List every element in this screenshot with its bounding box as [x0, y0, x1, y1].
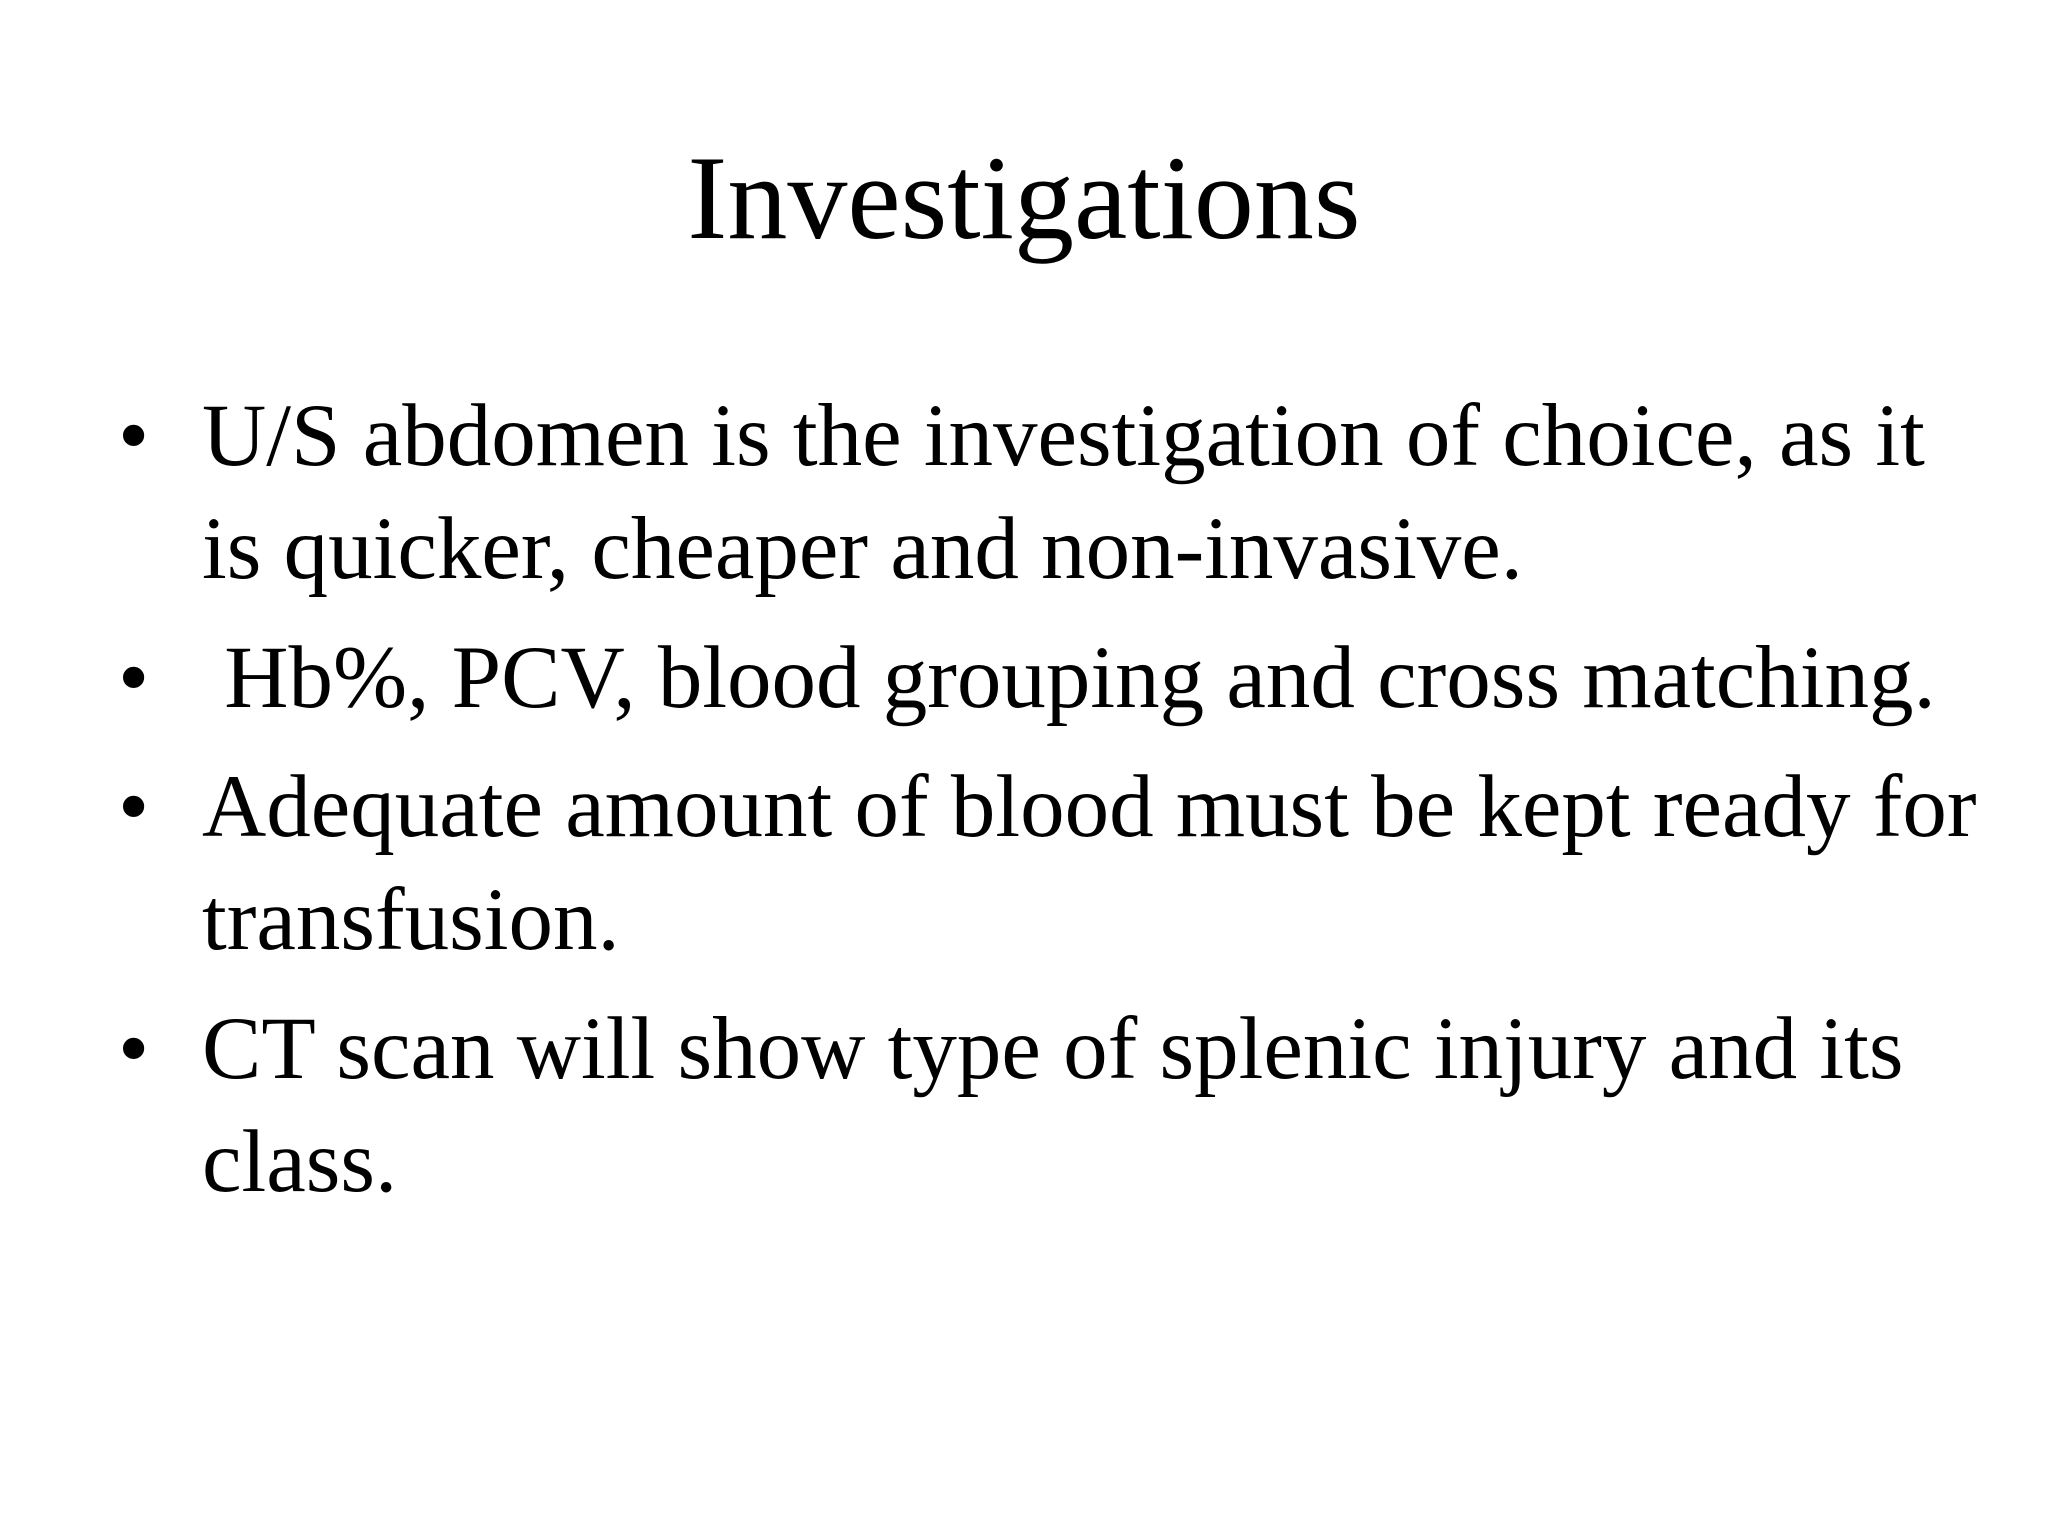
- bullet-point-icon: •: [118, 758, 150, 856]
- bullet-text: CT scan will show type of splenic injury and its class.: [202, 1000, 1926, 1211]
- bullet-text: U/S abdomen is the investigation of choice, as it is quicker, cheaper and non-invasive.: [202, 387, 1948, 598]
- bullet-item: [118, 622, 1978, 735]
- bullet-item: [118, 380, 1978, 606]
- bullet-text: Adequate amount of blood must be kept ready for transfusion.: [202, 758, 1999, 969]
- bullet-list: [118, 380, 1999, 1235]
- bullet-item: [118, 751, 1999, 977]
- bullet-point-icon: •: [118, 387, 150, 485]
- bullet-point-icon: •: [118, 629, 150, 727]
- bullet-text: Hb%, PCV, blood grouping and cross matching.: [202, 629, 1936, 727]
- slide-title: Investigations: [687, 131, 1361, 264]
- bullet-item: [118, 993, 1978, 1219]
- bullet-point-icon: •: [118, 1000, 150, 1098]
